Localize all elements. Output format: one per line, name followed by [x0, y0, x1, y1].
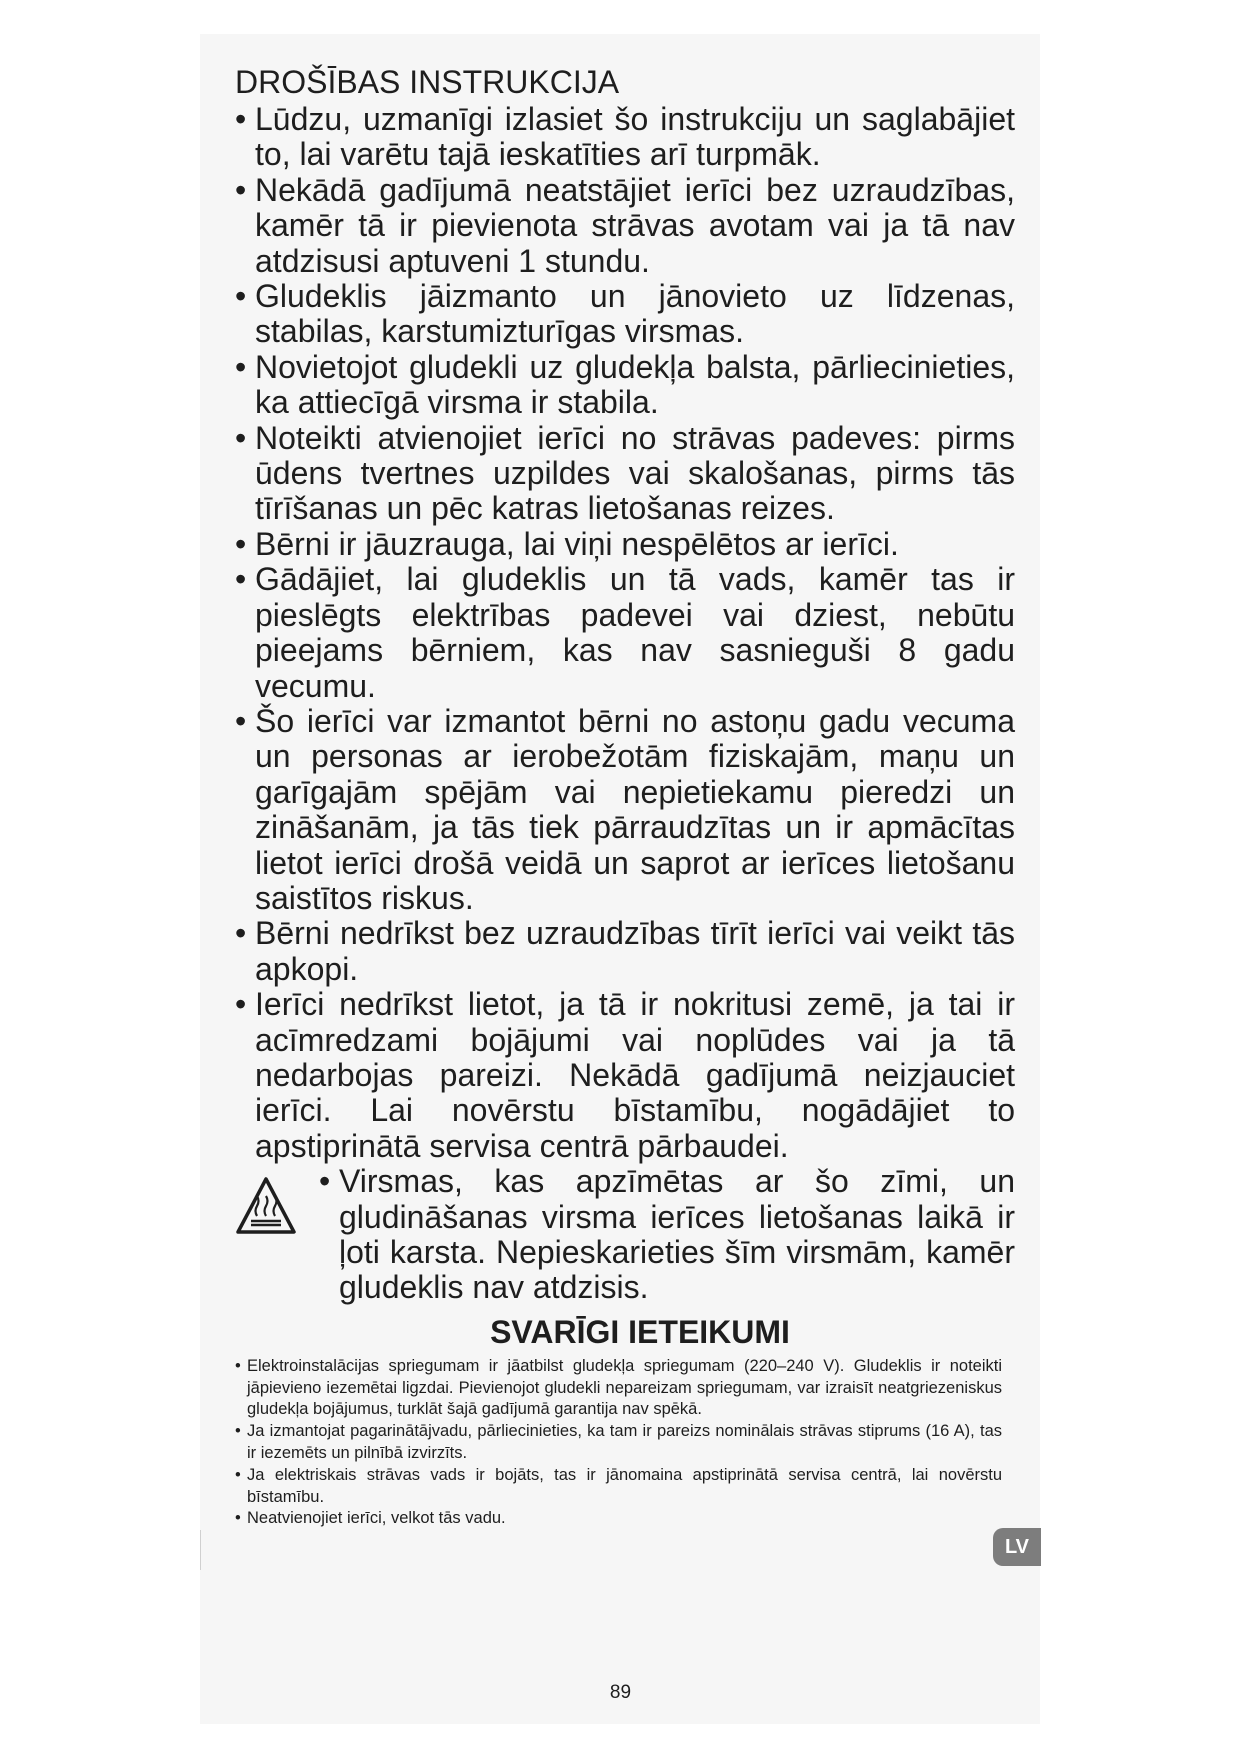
safety-list [235, 102, 1015, 1164]
safety-item: • Novietojot gludekli uz gludekļa balsta, pārliecinieties, ka attiecīgā virsma ir stabila. [235, 350, 1015, 421]
safety-title: DROŠĪBAS INSTRUKCIJA [235, 64, 620, 100]
safety-item: • Noteikti atvienojiet ierīci no strāvas padeves: pirms ūdens tvertnes uzpildes vai skalošanas, pirms tās tīrīšanas un pēc katras lietošanas reizes. [235, 421, 1015, 527]
hot-surface-text: • Virsmas, kas apzīmētas ar šo zīmi, un gludināšanas virsma ierīces lietošanas laikā ir ļoti karsta. Nepieskarieties šīm virsmām, kamēr gludeklis nav atdzisis. [319, 1164, 1015, 1306]
margin-mark [200, 1530, 201, 1570]
hot-surface-list [319, 1164, 1015, 1306]
safety-item: • Nekādā gadījumā neatstājiet ierīci bez uzraudzības, kamēr tā ir pievienota strāvas avotam vai ja tā nav atdzisusi aptuveni 1 stundu. [235, 173, 1015, 279]
recommendation-item: • Ja elektriskais strāvas vads ir bojāts, tas ir jānomaina apstiprinātā servisa centrā, lai novērstu bīstamību. [235, 1465, 1002, 1509]
hot-surface-warning-icon [235, 1176, 297, 1238]
recommendation-item: • Elektroinstalācijas spriegumam ir jāatbilst gludekļa spriegumam (220–240 V). Gludeklis ir noteikti jāpievieno iezemētai ligzdai. Pievienojot gludekli nepareizam spriegumam, var izraisīt neatgriezeniskus gludekļa bojājumus, turklāt šajā gadījumā garantija nav spēkā. [235, 1356, 1002, 1421]
safety-item: • Ierīci nedrīkst lietot, ja tā ir nokritusi zemē, ja tai ir acīmredzami bojājumi vai noplūdes vai ja tā nedarbojas pareizi. Nekādā gadījumā neizjauciet ierīci. Lai novērstu bīstamību, nogādājiet to apstiprinātā servisa centrā pārbaudei. [235, 987, 1015, 1164]
recommendations-title: SVARĪGI IETEIKUMI [490, 1313, 790, 1350]
safety-item: • Šo ierīci var izmantot bērni no astoņu gadu vecuma un personas ar ierobežotām fiziskajām, maņu un garīgajām spējām vai nepietiekamu pieredzi un zināšanām, ja tās tiek pārraudzītas un ir apmācītas lietot ierīci drošā veidā un saprot ar ierīces lietošanu saistītos riskus. [235, 704, 1015, 916]
recommendations-list [235, 1356, 1015, 1530]
safety-item: • Gludeklis jāizmanto un jānovieto uz līdzenas, stabilas, karstumizturīgas virsmas. [235, 279, 1015, 350]
safety-item: • Bērni nedrīkst bez uzraudzības tīrīt ierīci vai veikt tās apkopi. [235, 916, 1015, 987]
page-content [235, 64, 1015, 1530]
safety-item: • Gādājiet, lai gludeklis un tā vads, kamēr tas ir pieslēgts elektrības padevei vai dziest, nebūtu pieejams bērniem, kas nav sasnieguši 8 gadu vecumu. [235, 562, 1015, 704]
hot-surface-warning [235, 1164, 1015, 1306]
safety-item: • Bērni ir jāuzrauga, lai viņi nespēlētos ar ierīci. [235, 527, 1015, 562]
recommendation-item: • Neatvienojiet ierīci, velkot tās vadu. [235, 1508, 1002, 1530]
recommendation-item: • Ja izmantojat pagarinātājvadu, pārliecinieties, ka tam ir pareizs nominālais strāvas stiprums (16 A), tas ir iezemēts un pilnībā izvirzīts. [235, 1421, 1002, 1465]
page-number: 89 [609, 1682, 632, 1703]
safety-item: • Lūdzu, uzmanīgi izlasiet šo instrukciju un saglabājiet to, lai varētu tajā ieskatīties arī turpmāk. [235, 102, 1015, 173]
language-tab: LV [993, 1528, 1041, 1566]
